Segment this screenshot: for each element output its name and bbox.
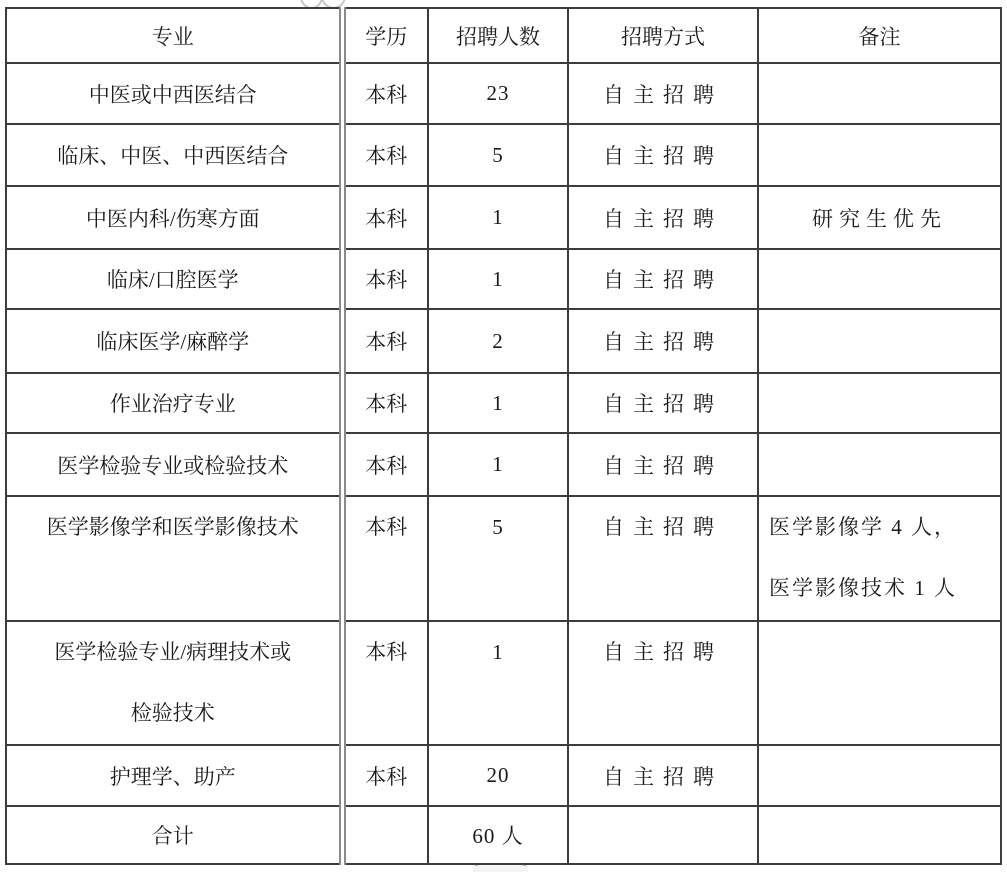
table-row: [6, 496, 1001, 621]
table-row: [6, 249, 1001, 309]
cell-method: 自主招聘: [568, 309, 758, 373]
recruitment-table: [5, 7, 1002, 865]
cell-note: [758, 309, 1001, 373]
cell-count: 2: [428, 309, 568, 373]
cell-method-text: 自主招聘: [603, 515, 723, 539]
cell-degree: 本科: [342, 186, 428, 249]
cell-count: 1: [428, 373, 568, 433]
cell-major: 临床、中医、中西医结合: [6, 124, 342, 186]
cell-note: [758, 249, 1001, 309]
cell-method: [568, 621, 758, 745]
cell-degree: 本科: [342, 745, 428, 806]
table-row: [6, 745, 1001, 806]
cell-method: 自主招聘: [568, 745, 758, 806]
note-line-1: 医学影像学 4 人，: [769, 515, 957, 539]
header-count: 招聘人数: [428, 8, 568, 63]
cell-method: 自主招聘: [568, 63, 758, 124]
cell-method: 自主招聘: [568, 186, 758, 249]
cell-count: 1: [428, 433, 568, 496]
cell-note: [758, 621, 1001, 745]
cell-degree-text: 本科: [365, 640, 408, 664]
cell-method: 自主招聘: [568, 433, 758, 496]
cell-degree: 本科: [342, 373, 428, 433]
cell-count: 60 人: [428, 806, 568, 864]
cell-count: [428, 621, 568, 745]
cell-count-text: 1: [492, 640, 504, 664]
cell-method-text: 自主招聘: [603, 640, 723, 664]
cell-degree: 本科: [342, 249, 428, 309]
note-line-2: 医学影像技术 1 人: [769, 576, 957, 600]
cell-count-text: 5: [492, 515, 504, 539]
cell-method: 自主招聘: [568, 249, 758, 309]
cell-degree-text: 本科: [365, 515, 408, 539]
table-row: [6, 124, 1001, 186]
cell-major: 临床医学/麻醉学: [6, 309, 342, 373]
cell-major: 护理学、助产: [6, 745, 342, 806]
cell-major: 中医或中西医结合: [6, 63, 342, 124]
cell-note: [758, 496, 1001, 621]
cell-count: 1: [428, 186, 568, 249]
cell-major: 临床/口腔医学: [6, 249, 342, 309]
cell-count: 20: [428, 745, 568, 806]
header-row: [6, 8, 1001, 63]
header-major: 专业: [6, 8, 342, 63]
cell-degree: 本科: [342, 433, 428, 496]
major-line-2: 检验技术: [130, 701, 215, 725]
table-row: [6, 309, 1001, 373]
cell-method: 自主招聘: [568, 373, 758, 433]
cell-major: 作业治疗专业: [6, 373, 342, 433]
header-method: 招聘方式: [568, 8, 758, 63]
table-row: [6, 621, 1001, 745]
cell-count: 5: [428, 124, 568, 186]
cell-count: 1: [428, 249, 568, 309]
cell-major-text: 医学影像学和医学影像技术: [46, 515, 299, 539]
cell-degree: 本科: [342, 124, 428, 186]
table-row: [6, 373, 1001, 433]
cell-note: [758, 63, 1001, 124]
cell-note: 研究生优先: [758, 186, 1001, 249]
cell-note: [758, 433, 1001, 496]
cell-major: [6, 621, 342, 745]
cell-degree: [342, 621, 428, 745]
cell-note: [758, 373, 1001, 433]
cell-method: [568, 496, 758, 621]
header-degree: 学历: [342, 8, 428, 63]
table-row-total: [6, 806, 1001, 864]
cell-degree: 本科: [342, 309, 428, 373]
cell-major: [6, 496, 342, 621]
header-note: 备注: [758, 8, 1001, 63]
cell-method: 自主招聘: [568, 124, 758, 186]
cell-note: [758, 745, 1001, 806]
table-row: [6, 433, 1001, 496]
cell-major: 中医内科/伤寒方面: [6, 186, 342, 249]
major-line-1: 医学检验专业/病理技术或: [54, 640, 292, 664]
cell-note: [758, 124, 1001, 186]
cell-note: [758, 806, 1001, 864]
cell-count: 23: [428, 63, 568, 124]
cell-degree: 本科: [342, 63, 428, 124]
cell-method: [568, 806, 758, 864]
cell-major: 合计: [6, 806, 342, 864]
table-row: [6, 63, 1001, 124]
table-row: [6, 186, 1001, 249]
cell-degree: [342, 496, 428, 621]
cell-count: [428, 496, 568, 621]
cell-degree: [342, 806, 428, 864]
cell-major: 医学检验专业或检验技术: [6, 433, 342, 496]
